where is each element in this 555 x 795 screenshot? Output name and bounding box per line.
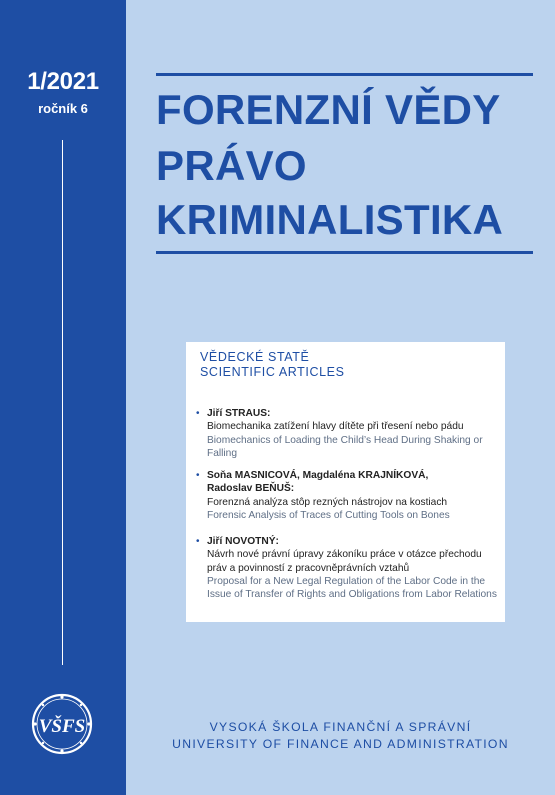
journal-title-line-3: KRIMINALISTIKA [156, 196, 504, 243]
vsfs-logo-seal [31, 693, 93, 755]
title-rule-top [156, 73, 533, 76]
article-authors: Jiří NOVOTNÝ: [207, 536, 279, 547]
article-entry [196, 407, 501, 460]
article-title-en: Forensic Analysis of Traces of Cutting Tools on Bones [207, 509, 450, 521]
article-title-cs: Biomechanika zatížení hlavy dítěte při třesení nebo pádu [207, 421, 464, 433]
left-color-band [0, 0, 126, 795]
bullet-icon: • [196, 536, 200, 547]
bullet-icon: • [196, 408, 200, 419]
publisher-name-en: UNIVERSITY OF FINANCE AND ADMINISTRATION [172, 737, 509, 751]
section-label-en: SCIENTIFIC ARTICLES [200, 365, 345, 379]
logo-letters: VŠFS [38, 716, 86, 737]
vsfs-logo-icon [31, 693, 93, 755]
journal-title-line-2: PRÁVO [156, 142, 307, 189]
article-title-cs: Forenzná analýza stôp rezných nástrojov na kostiach [207, 496, 448, 508]
article-authors: Jiří STRAUS: [207, 408, 271, 419]
title-rule-bottom [156, 251, 533, 254]
article-entry [196, 535, 501, 601]
volume-label: ročník 6 [38, 101, 88, 116]
section-label-cs: VĚDECKÉ STATĚ [200, 350, 310, 364]
bullet-icon: • [196, 470, 200, 481]
contents-box [186, 342, 505, 622]
article-title-en: Biomechanics of Loading the Child’s Head During Shaking or Falling [207, 434, 483, 459]
vertical-divider [62, 140, 63, 665]
publisher-name-cs: VYSOKÁ ŠKOLA FINANČNÍ A SPRÁVNÍ [209, 720, 472, 734]
issue-number: 1/2021 [27, 68, 99, 95]
article-authors-line-2: Radoslav BEŇUŠ: [207, 483, 295, 495]
journal-title-line-1: FORENZNÍ VĚDY [156, 86, 501, 133]
article-authors: Soňa MASNICOVÁ, Magdaléna KRAJNÍKOVÁ, [207, 470, 429, 481]
article-title-cs: Návrh nové právní úpravy zákoníku práce v otázce přechodu práv a povinností z pracovněprávních vztahů [207, 549, 482, 574]
article-entry [196, 469, 501, 522]
article-title-en: Proposal for a New Legal Regulation of the Labor Code in the Issue of Transfer of Rights and Obligations from Labor Relations [207, 575, 497, 601]
